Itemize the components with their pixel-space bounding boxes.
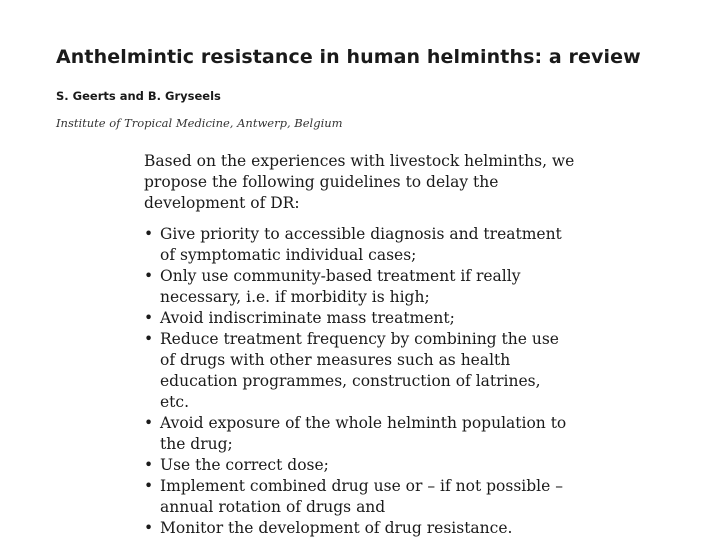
paper-title: Anthelmintic resistance in human helminths: a review (56, 46, 641, 68)
authors: S. Geerts and B. Gryseels (56, 89, 221, 103)
guideline-text: Give priority to accessible diagnosis and treatment of symptomatic individual cases; (160, 225, 562, 264)
list-item (144, 224, 574, 266)
bullet-icon: • (144, 225, 154, 243)
affiliation: Institute of Tropical Medicine, Antwerp, Belgium (56, 116, 343, 130)
list-item (144, 413, 574, 455)
bullet-icon: • (144, 414, 154, 432)
guideline-text: Use the correct dose; (160, 456, 329, 474)
list-item (144, 518, 574, 539)
list-item (144, 308, 574, 329)
guideline-text: Avoid indiscriminate mass treatment; (160, 309, 455, 327)
intro-paragraph: Based on the experiences with livestock helminths, we propose the following guidelines to delay the development of DR: (144, 152, 575, 212)
bullet-icon: • (144, 330, 154, 348)
bullet-icon: • (144, 267, 154, 285)
bullet-icon: • (144, 519, 154, 537)
guideline-text: Implement combined drug use or – if not possible – annual rotation of drugs and (160, 477, 563, 516)
guideline-text: Only use community-based treatment if really necessary, i.e. if morbidity is high; (160, 267, 521, 306)
bullet-icon: • (144, 477, 154, 495)
list-item (144, 266, 574, 308)
bullet-icon: • (144, 456, 154, 474)
list-item (144, 329, 574, 413)
guidelines-list (144, 224, 574, 539)
list-item (144, 455, 574, 476)
guideline-text: Reduce treatment frequency by combining the use of drugs with other measures such as health education programmes, construction of latrines, etc. (160, 330, 559, 411)
bullet-icon: • (144, 309, 154, 327)
guideline-text: Monitor the development of drug resistance. (160, 519, 513, 537)
list-item (144, 476, 574, 518)
guideline-text: Avoid exposure of the whole helminth population to the drug; (160, 414, 567, 453)
